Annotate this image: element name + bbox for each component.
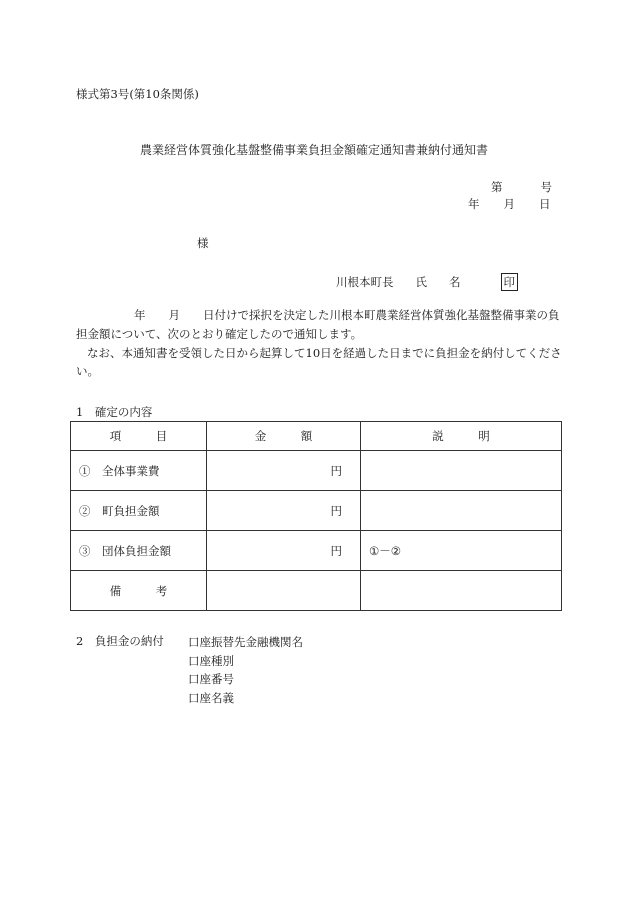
row-item: ② 町負担金額 (71, 491, 207, 531)
table-row (71, 451, 562, 491)
document-date-line (468, 196, 551, 212)
row-item: ③ 団体負担金額 (71, 531, 207, 571)
number-dai: 第 (491, 180, 503, 194)
account-field-list (188, 633, 303, 707)
addressee-suffix: 様 (197, 236, 209, 250)
header-description: 説 明 (361, 422, 562, 451)
row-amount: 円 (207, 491, 361, 531)
issuer-shi: 氏 (415, 275, 427, 289)
account-field-type: 口座種別 (188, 653, 234, 668)
table-row (71, 491, 562, 531)
issuer-line (336, 273, 518, 291)
confirmation-table (70, 421, 562, 611)
row-note (361, 451, 562, 491)
body-text (76, 306, 564, 381)
section-2-heading: 2 負担金の納付 (76, 634, 164, 648)
remarks-row (71, 571, 562, 611)
document-number-line (491, 179, 552, 195)
account-field-holder: 口座名義 (188, 690, 234, 705)
seal-mark: 印 (501, 273, 519, 291)
form-number-label: 様式第3号(第10条関係) (76, 87, 199, 101)
account-field-number: 口座番号 (188, 672, 234, 686)
account-field-bank: 口座振替先金融機関名 (188, 635, 303, 649)
header-item: 項 目 (71, 422, 207, 451)
remarks-amount-cell (207, 571, 361, 611)
issuer-mei: 名 (449, 275, 461, 289)
body-paragraph-1: 年 月 日付けで採択を決定した川根本町農業経営体質強化基盤整備事業の負担金額について、次のとおり確定したので通知します。 (76, 308, 560, 341)
row-note: ①－② (361, 531, 562, 571)
row-note (361, 491, 562, 531)
table-header-row (71, 422, 562, 451)
row-item: ① 全体事業費 (71, 451, 207, 491)
row-amount: 円 (207, 531, 361, 571)
date-month: 月 (503, 197, 515, 211)
date-day: 日 (539, 197, 551, 211)
section-1-heading: 1 確定の内容 (76, 405, 153, 419)
table-row (71, 531, 562, 571)
body-paragraph-2: なお、本通知書を受領した日から起算して10日を経過した日までに負担金を納付してください。 (76, 345, 562, 379)
remarks-label: 備 考 (71, 571, 207, 611)
remarks-note-cell (361, 571, 562, 611)
issuer-name: 川根本町長 (336, 275, 394, 289)
header-amount: 金 額 (207, 422, 361, 451)
row-amount: 円 (207, 451, 361, 491)
number-go: 号 (540, 180, 552, 194)
date-year: 年 (468, 197, 480, 211)
document-title: 農業経営体質強化基盤整備事業負担金額確定通知書兼納付通知書 (140, 143, 489, 157)
